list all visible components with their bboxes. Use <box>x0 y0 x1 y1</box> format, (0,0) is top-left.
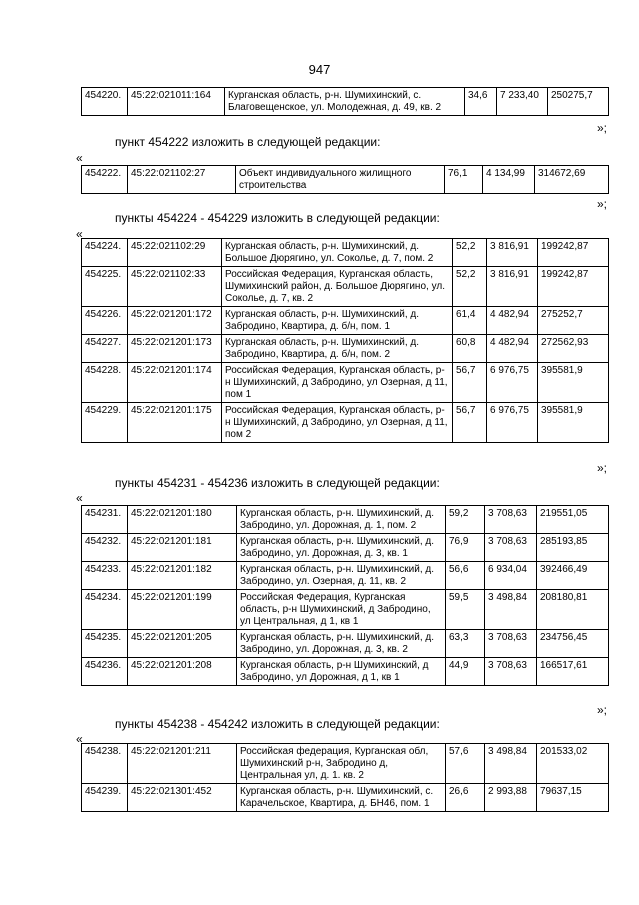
area-cell: 52,2 <box>453 267 487 307</box>
item-number-cell: 454232. <box>82 534 128 562</box>
area-cell: 26,6 <box>446 784 485 812</box>
address-cell: Курганская область, р-н. Шумихинский, д. Забродино, ул. Дорожная, д. 3, кв. 1 <box>237 534 446 562</box>
item-number-cell: 454233. <box>82 562 128 590</box>
price-per-sqm-cell: 3 816,91 <box>487 239 538 267</box>
cadastral-number-cell: 45:22:021301:452 <box>128 784 237 812</box>
item-number-cell: 454229. <box>82 403 128 443</box>
cadastral-number-cell: 45:22:021201:174 <box>128 363 222 403</box>
area-cell: 59,2 <box>446 506 485 534</box>
cadastral-value-cell: 199242,87 <box>538 267 609 307</box>
amendment-instruction: пункты 454224 - 454229 изложить в следующей редакции: <box>115 211 440 225</box>
cadastral-number-cell: 45:22:021201:182 <box>128 562 237 590</box>
price-per-sqm-cell: 6 976,75 <box>487 403 538 443</box>
price-per-sqm-cell: 4 134,99 <box>483 166 535 194</box>
address-cell: Российская Федерация, Курганская область, р-н Шумихинский, д Забродино, ул Центральная, д 1, кв 1 <box>237 590 446 630</box>
registry-table-5 <box>81 743 609 812</box>
item-number-cell: 454238. <box>82 744 128 784</box>
table-row <box>82 658 609 686</box>
table-row <box>82 307 609 335</box>
area-cell: 56,7 <box>453 403 487 443</box>
item-number-cell: 454234. <box>82 590 128 630</box>
address-cell: Курганская область, р-н. Шумихинский, д. Большое Дюрягино, ул. Соколье, д. 7, пом. 2 <box>222 239 453 267</box>
price-per-sqm-cell: 3 708,63 <box>485 506 537 534</box>
opening-quote: « <box>76 732 83 746</box>
cadastral-value-cell: 250275,7 <box>548 88 609 116</box>
cadastral-number-cell: 45:22:021201:181 <box>128 534 237 562</box>
address-cell: Российская федерация, Курганская обл, Шумихинский р-н, Забродино д, Центральная ул, д. 1. кв. 2 <box>237 744 446 784</box>
area-cell: 76,9 <box>446 534 485 562</box>
table-row <box>82 534 609 562</box>
cadastral-value-cell: 199242,87 <box>538 239 609 267</box>
table-row <box>82 744 609 784</box>
area-cell: 60,8 <box>453 335 487 363</box>
item-number-cell: 454224. <box>82 239 128 267</box>
price-per-sqm-cell: 7 233,40 <box>497 88 548 116</box>
amendment-instruction: пункты 454231 - 454236 изложить в следующей редакции: <box>115 476 440 490</box>
address-cell: Курганская область, р-н. Шумихинский, с. Благовещенское, ул. Молодежная, д. 49, кв. 2 <box>225 88 465 116</box>
address-cell: Российская Федерация, Курганская область, р-н Шумихинский, д Забродино, ул Озерная, д 11, пом 1 <box>222 363 453 403</box>
price-per-sqm-cell: 3 816,91 <box>487 267 538 307</box>
cadastral-value-cell: 201533,02 <box>537 744 609 784</box>
cadastral-number-cell: 45:22:021102:33 <box>128 267 222 307</box>
cadastral-value-cell: 314672,69 <box>535 166 609 194</box>
address-cell: Российская Федерация, Курганская область, Шумихинский район, д. Большое Дюрягино, ул. Соколье, д. 7, кв. 2 <box>222 267 453 307</box>
registry-table-1 <box>81 87 609 116</box>
area-cell: 56,7 <box>453 363 487 403</box>
table-row <box>82 784 609 812</box>
table-row <box>82 363 609 403</box>
cadastral-number-cell: 45:22:021201:180 <box>128 506 237 534</box>
item-number-cell: 454236. <box>82 658 128 686</box>
address-cell: Курганская область, р-н Шумихинский, д Забродино, ул Дорожная, д 1, кв 1 <box>237 658 446 686</box>
cadastral-number-cell: 45:22:021201:173 <box>128 335 222 363</box>
price-per-sqm-cell: 4 482,94 <box>487 307 538 335</box>
table-row <box>82 335 609 363</box>
cadastral-value-cell: 272562,93 <box>538 335 609 363</box>
cadastral-value-cell: 395581,9 <box>538 363 609 403</box>
area-cell: 63,3 <box>446 630 485 658</box>
cadastral-number-cell: 45:22:021201:211 <box>128 744 237 784</box>
item-number-cell: 454225. <box>82 267 128 307</box>
registry-table-3 <box>81 238 609 443</box>
item-number-cell: 454228. <box>82 363 128 403</box>
address-cell: Объект индивидуального жилищного строительства <box>236 166 445 194</box>
closing-quote: »; <box>597 121 608 135</box>
table-row <box>82 630 609 658</box>
area-cell: 57,6 <box>446 744 485 784</box>
item-number-cell: 454235. <box>82 630 128 658</box>
item-number-cell: 454220. <box>82 88 128 116</box>
table-row <box>82 590 609 630</box>
amendment-instruction: пункты 454238 - 454242 изложить в следующей редакции: <box>115 717 440 731</box>
cadastral-value-cell: 285193,85 <box>537 534 609 562</box>
cadastral-value-cell: 166517,61 <box>537 658 609 686</box>
area-cell: 44,9 <box>446 658 485 686</box>
item-number-cell: 454227. <box>82 335 128 363</box>
cadastral-value-cell: 79637,15 <box>537 784 609 812</box>
page-number: 947 <box>308 62 331 77</box>
area-cell: 34,6 <box>465 88 497 116</box>
address-cell: Курганская область, р-н. Шумихинский, с. Карачельское, Квартира, д. БН46, пом. 1 <box>237 784 446 812</box>
cadastral-value-cell: 275252,7 <box>538 307 609 335</box>
area-cell: 61,4 <box>453 307 487 335</box>
item-number-cell: 454231. <box>82 506 128 534</box>
opening-quote: « <box>76 151 83 165</box>
cadastral-value-cell: 395581,9 <box>538 403 609 443</box>
price-per-sqm-cell: 6 934,04 <box>485 562 537 590</box>
table-row <box>82 562 609 590</box>
address-cell: Курганская область, р-н. Шумихинский, д. Забродино, Квартира, д. б/н, пом. 2 <box>222 335 453 363</box>
price-per-sqm-cell: 3 498,84 <box>485 744 537 784</box>
table-row <box>82 239 609 267</box>
cadastral-value-cell: 234756,45 <box>537 630 609 658</box>
cadastral-value-cell: 219551,05 <box>537 506 609 534</box>
address-cell: Курганская область, р-н. Шумихинский, д. Забродино, Квартира, д. б/н, пом. 1 <box>222 307 453 335</box>
area-cell: 52,2 <box>453 239 487 267</box>
closing-quote: »; <box>597 703 608 717</box>
cadastral-value-cell: 392466,49 <box>537 562 609 590</box>
registry-table-2 <box>81 165 609 194</box>
price-per-sqm-cell: 3 498,84 <box>485 590 537 630</box>
registry-table-4 <box>81 505 609 686</box>
opening-quote: « <box>76 227 83 241</box>
address-cell: Курганская область, р-н. Шумихинский, д. Забродино, ул. Озерная, д. 11, кв. 2 <box>237 562 446 590</box>
cadastral-number-cell: 45:22:021201:172 <box>128 307 222 335</box>
closing-quote: »; <box>597 461 608 475</box>
item-number-cell: 454226. <box>82 307 128 335</box>
cadastral-number-cell: 45:22:021201:199 <box>128 590 237 630</box>
cadastral-number-cell: 45:22:021201:175 <box>128 403 222 443</box>
cadastral-number-cell: 45:22:021201:208 <box>128 658 237 686</box>
area-cell: 56,6 <box>446 562 485 590</box>
cadastral-number-cell: 45:22:021102:27 <box>128 166 236 194</box>
table-row <box>82 166 609 194</box>
area-cell: 59,5 <box>446 590 485 630</box>
address-cell: Российская Федерация, Курганская область, р-н Шумихинский, д Забродино, ул Озерная, д 11, пом 2 <box>222 403 453 443</box>
closing-quote: »; <box>597 197 608 211</box>
price-per-sqm-cell: 6 976,75 <box>487 363 538 403</box>
opening-quote: « <box>76 491 83 505</box>
area-cell: 76,1 <box>445 166 483 194</box>
table-row <box>82 506 609 534</box>
table-row <box>82 267 609 307</box>
address-cell: Курганская область, р-н. Шумихинский, д. Забродино, ул. Дорожная, д. 1, пом. 2 <box>237 506 446 534</box>
item-number-cell: 454239. <box>82 784 128 812</box>
price-per-sqm-cell: 4 482,94 <box>487 335 538 363</box>
cadastral-number-cell: 45:22:021011:164 <box>128 88 225 116</box>
address-cell: Курганская область, р-н. Шумихинский, д. Забродино, ул. Дорожная, д. 3, кв. 2 <box>237 630 446 658</box>
price-per-sqm-cell: 3 708,63 <box>485 658 537 686</box>
price-per-sqm-cell: 3 708,63 <box>485 630 537 658</box>
table-row <box>82 88 609 116</box>
cadastral-value-cell: 208180,81 <box>537 590 609 630</box>
amendment-instruction: пункт 454222 изложить в следующей редакции: <box>115 135 381 149</box>
cadastral-number-cell: 45:22:021201:205 <box>128 630 237 658</box>
cadastral-number-cell: 45:22:021102:29 <box>128 239 222 267</box>
item-number-cell: 454222. <box>82 166 128 194</box>
table-row <box>82 403 609 443</box>
price-per-sqm-cell: 2 993,88 <box>485 784 537 812</box>
price-per-sqm-cell: 3 708,63 <box>485 534 537 562</box>
